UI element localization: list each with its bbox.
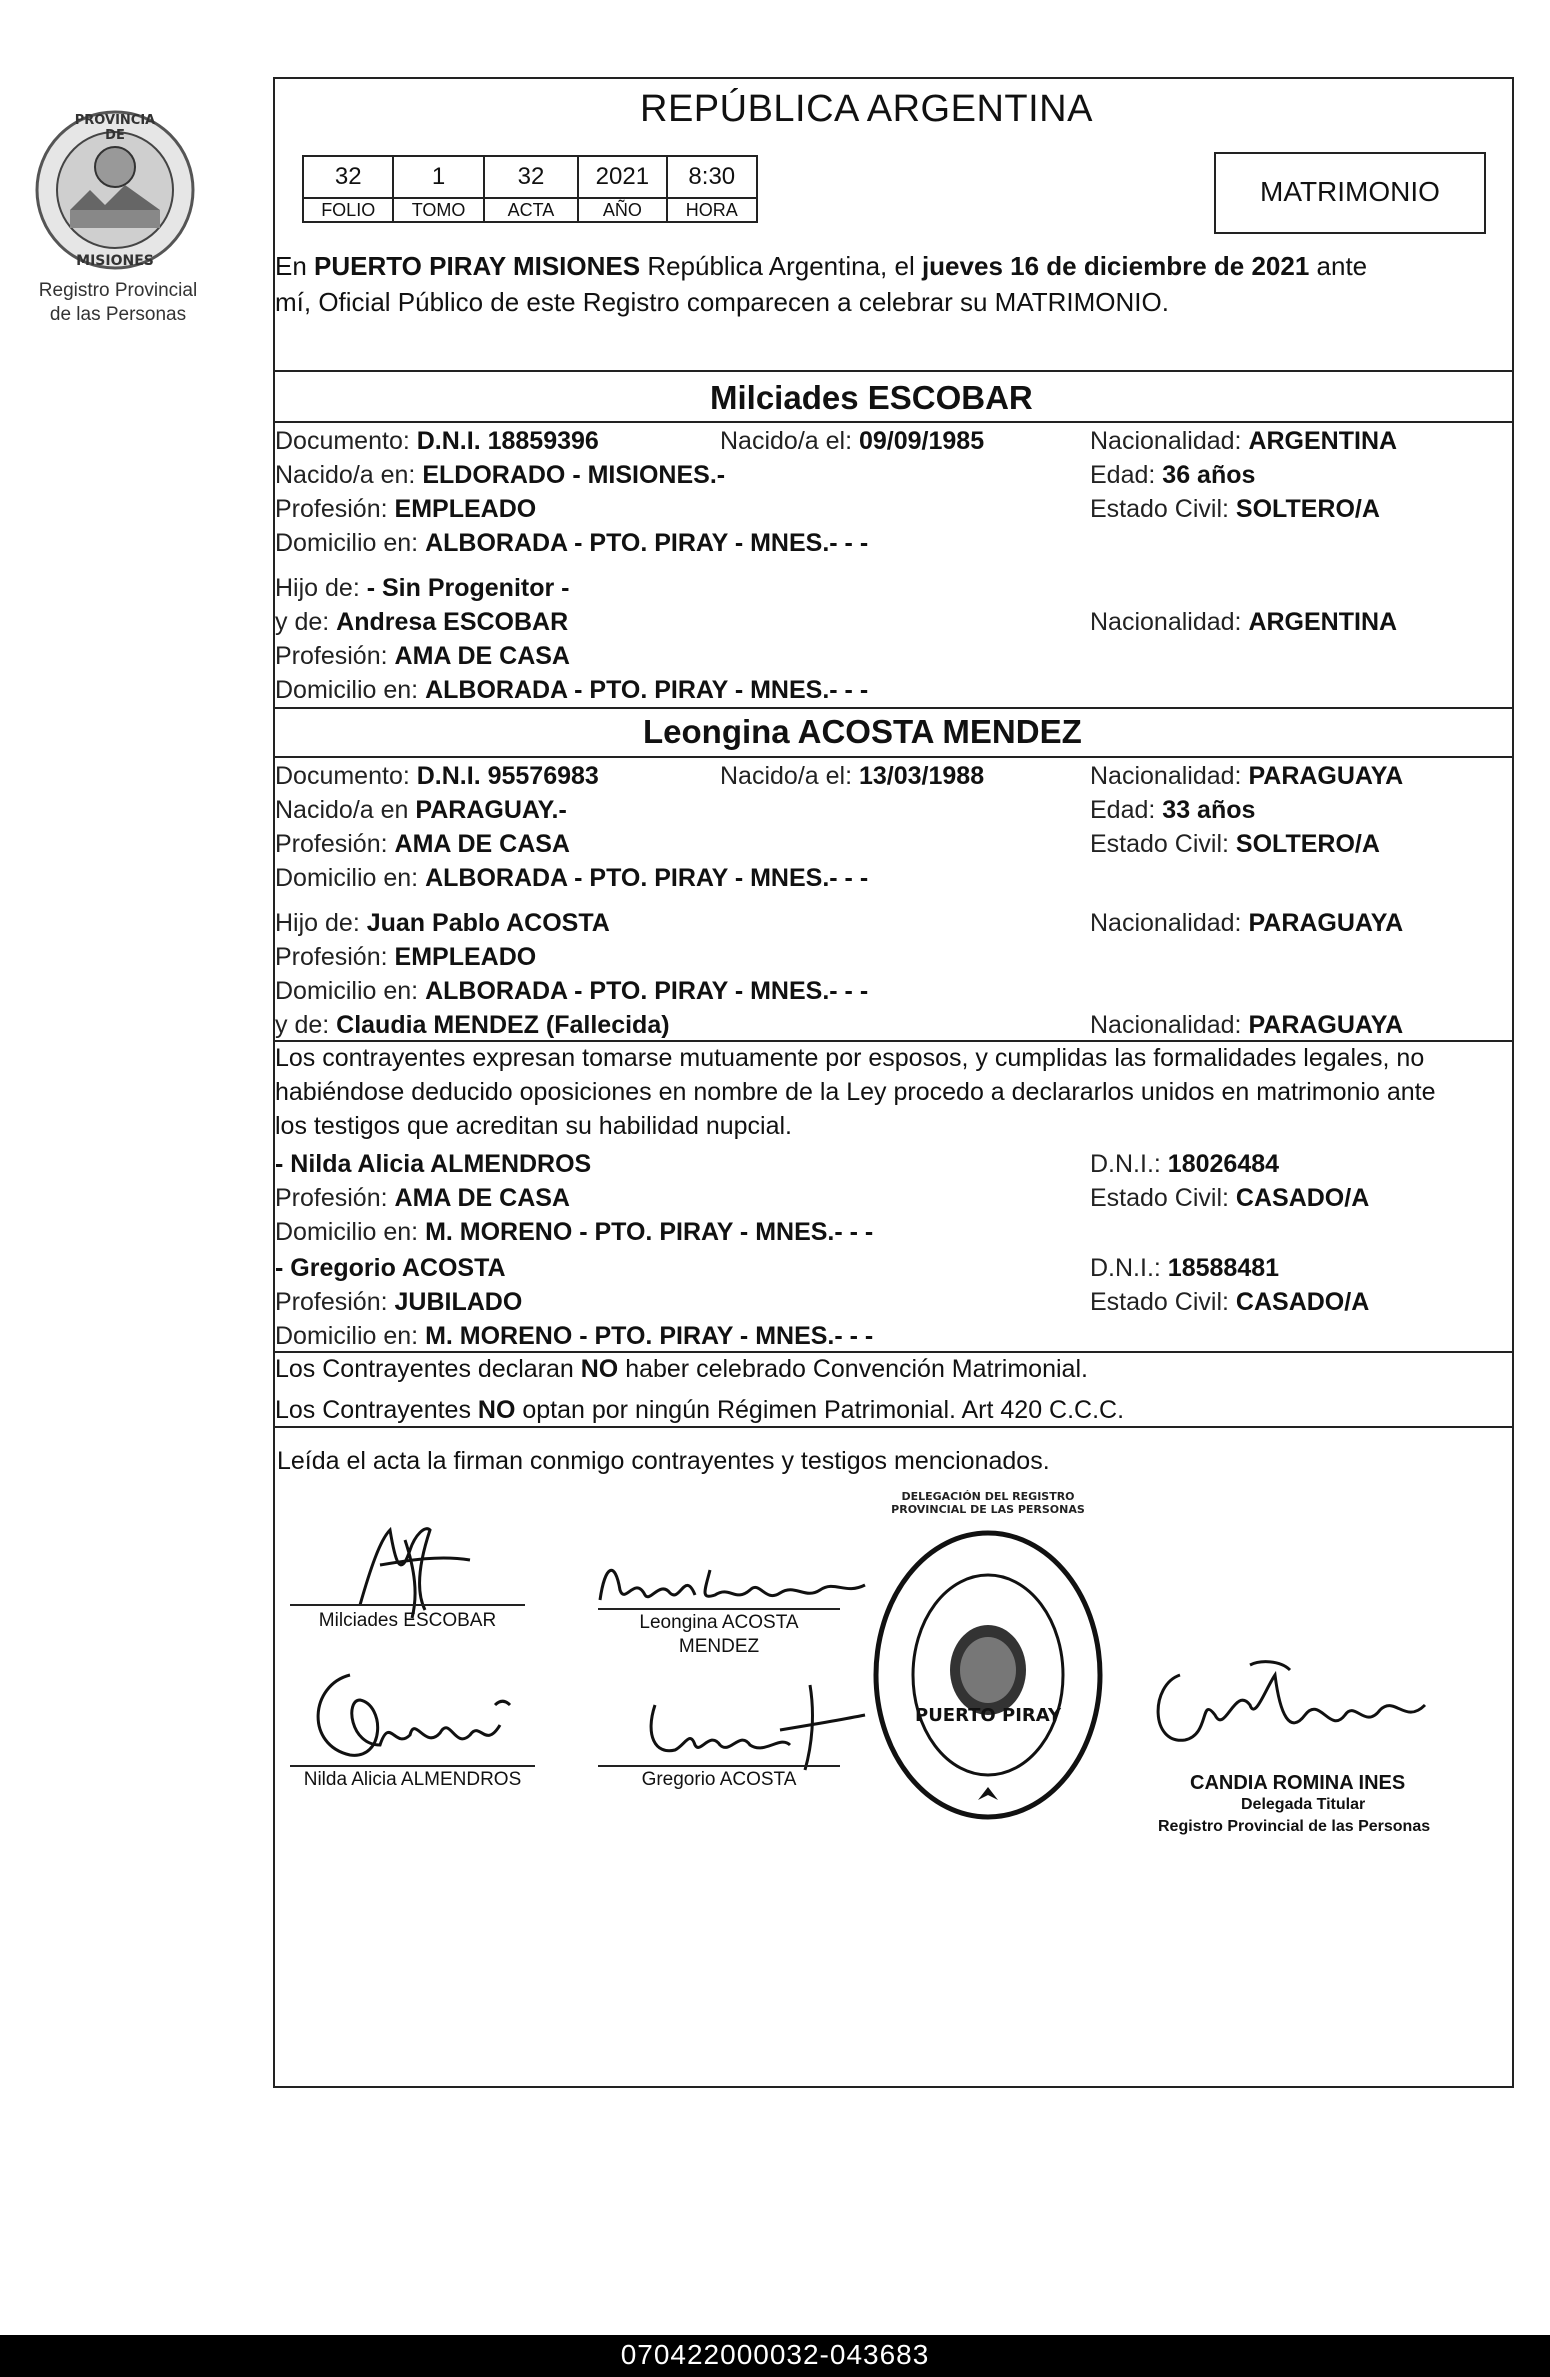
witness1-civil: Estado Civil: CASADO/A xyxy=(1090,1184,1370,1212)
person1-mother-address: Domicilio en: ALBORADA - PTO. PIRAY - MNES.- - - xyxy=(275,676,869,704)
witness2-name: - Gregorio ACOSTA xyxy=(275,1254,506,1282)
closing-text: Leída el acta la firman conmigo contrayentes y testigos mencionados. xyxy=(277,1447,1050,1475)
logo-seal-text-top: PROVINCIA DE xyxy=(74,113,156,143)
signature-label-gregorio: Gregorio ACOSTA xyxy=(641,1769,797,1790)
person1-address: Domicilio en: ALBORADA - PTO. PIRAY - MNES.- - - xyxy=(275,529,869,557)
person2-mother: y de: Claudia MENDEZ (Fallecida) xyxy=(275,1011,670,1039)
regime-line2: Los Contrayentes NO optan por ningún Régimen Patrimonial. Art 420 C.C.C. xyxy=(275,1396,1125,1424)
person2-address: Domicilio en: ALBORADA - PTO. PIRAY - MNES.- - - xyxy=(275,864,869,892)
folio-value: 32 xyxy=(303,156,393,198)
person1-civil: Estado Civil: SOLTERO/A xyxy=(1090,495,1380,523)
acta-value: 32 xyxy=(484,156,578,198)
anio-value: 2021 xyxy=(578,156,666,198)
record-type-box xyxy=(1214,152,1486,234)
declaration-line1: Los contrayentes expresan tomarse mutuamente por esposos, y cumplidas las formalidades legales, no xyxy=(275,1044,1425,1072)
person1-mother: y de: Andresa ESCOBAR xyxy=(275,608,569,636)
person1-father: Hijo de: - Sin Progenitor - xyxy=(275,574,570,602)
signature-label-milciades: Milciades ESCOBAR xyxy=(318,1610,497,1631)
intro-line1: En PUERTO PIRAY MISIONES República Argentina, el jueves 16 de diciembre de 2021 ante xyxy=(275,251,1368,281)
record-type-label: MATRIMONIO xyxy=(1260,176,1440,207)
registry-table xyxy=(302,155,758,223)
tomo-value: 1 xyxy=(393,156,483,198)
hora-value: 8:30 xyxy=(667,156,757,198)
logo-seal-text-bottom: MISIONES xyxy=(76,253,154,269)
document-code: 070422000032-043683 xyxy=(620,2339,930,2370)
person1-mother-nationality: Nacionalidad: ARGENTINA xyxy=(1090,608,1398,636)
person2-name: Leongina ACOSTA MENDEZ xyxy=(643,713,1082,750)
signature-milciades xyxy=(300,1510,520,1625)
signature-gregorio xyxy=(640,1675,870,1775)
person2-nationality: Nacionalidad: PARAGUAYA xyxy=(1090,762,1404,790)
signature-official xyxy=(1140,1645,1450,1775)
witness2-job: Profesión: JUBILADO xyxy=(275,1288,523,1316)
person2-document: Documento: D.N.I. 95576983 xyxy=(275,762,599,790)
province-logo xyxy=(30,105,200,285)
person2-age: Edad: 33 años xyxy=(1090,796,1256,824)
signature-nilda xyxy=(290,1655,530,1775)
witness2-address: Domicilio en: M. MORENO - PTO. PIRAY - MNES.- - - xyxy=(275,1322,874,1350)
acta-label: ACTA xyxy=(484,198,578,222)
witness1-dni: D.N.I.: 18026484 xyxy=(1090,1150,1280,1178)
witness2-dni: D.N.I.: 18588481 xyxy=(1090,1254,1280,1282)
person2-father-job: Profesión: EMPLEADO xyxy=(275,943,537,971)
signature-label-leongina-2: MENDEZ xyxy=(678,1636,760,1657)
witness1-job: Profesión: AMA DE CASA xyxy=(275,1184,570,1212)
official-role: Delegada Titular xyxy=(1241,1796,1366,1813)
signature-leongina xyxy=(590,1555,875,1615)
official-org: Registro Provincial de las Personas xyxy=(1158,1818,1431,1835)
official-name: CANDIA ROMINA INES xyxy=(1190,1772,1406,1794)
regime-line1: Los Contrayentes declaran NO haber celebrado Convención Matrimonial. xyxy=(275,1355,1088,1383)
person2-father: Hijo de: Juan Pablo ACOSTA xyxy=(275,909,610,937)
footer-bar xyxy=(0,2335,1550,2377)
folio-label: FOLIO xyxy=(303,198,393,222)
logo-caption-line2: de las Personas xyxy=(49,304,187,325)
logo-caption-line1: Registro Provincial xyxy=(38,280,198,301)
witness2-civil: Estado Civil: CASADO/A xyxy=(1090,1288,1370,1316)
stamp-center-text: PUERTO PIRAY xyxy=(915,1705,1061,1726)
person2-father-nationality: Nacionalidad: PARAGUAYA xyxy=(1090,909,1404,937)
anio-label: AÑO xyxy=(578,198,666,222)
tomo-label: TOMO xyxy=(393,198,483,222)
person1-mother-job: Profesión: AMA DE CASA xyxy=(275,642,570,670)
declaration-line3: los testigos que acreditan su habilidad nupcial. xyxy=(275,1112,793,1140)
person2-father-address: Domicilio en: ALBORADA - PTO. PIRAY - MNES.- - - xyxy=(275,977,869,1005)
page-title: REPÚBLICA ARGENTINA xyxy=(640,88,1093,130)
declaration-line2: habiéndose deducido oposiciones en nombre de la Ley procedo a declararlos unidos en matrimonio ante xyxy=(275,1078,1436,1106)
intro-line2: mí, Oficial Público de este Registro comparecen a celebrar su MATRIMONIO. xyxy=(275,287,1169,317)
person1-document: Documento: D.N.I. 18859396 xyxy=(275,427,599,455)
signature-label-leongina-1: Leongina ACOSTA xyxy=(639,1612,799,1633)
witness1-address: Domicilio en: M. MORENO - PTO. PIRAY - MNES.- - - xyxy=(275,1218,874,1246)
person2-civil: Estado Civil: SOLTERO/A xyxy=(1090,830,1380,858)
person2-mother-nationality: Nacionalidad: PARAGUAYA xyxy=(1090,1011,1404,1039)
person1-name: Milciades ESCOBAR xyxy=(710,379,1033,416)
person2-birthplace: Nacido/a en PARAGUAY.- xyxy=(275,796,567,824)
person1-nationality: Nacionalidad: ARGENTINA xyxy=(1090,427,1398,455)
person1-job: Profesión: EMPLEADO xyxy=(275,495,537,523)
witness1-name: - Nilda Alicia ALMENDROS xyxy=(275,1150,592,1178)
stamp-ring-text: DELEGACIÓN DEL REGISTRO PROVINCIAL DE LAS PERSONAS xyxy=(891,1490,1085,1516)
person1-birthplace: Nacido/a en: ELDORADO - MISIONES.- xyxy=(275,461,726,489)
person1-age: Edad: 36 años xyxy=(1090,461,1256,489)
person2-job: Profesión: AMA DE CASA xyxy=(275,830,570,858)
person2-birthdate: Nacido/a el: 13/03/1988 xyxy=(720,762,985,790)
signature-label-nilda: Nilda Alicia ALMENDROS xyxy=(303,1769,522,1790)
registry-stamp-icon xyxy=(868,1525,1108,1825)
hora-label: HORA xyxy=(667,198,757,222)
person1-birthdate: Nacido/a el: 09/09/1985 xyxy=(720,427,985,455)
